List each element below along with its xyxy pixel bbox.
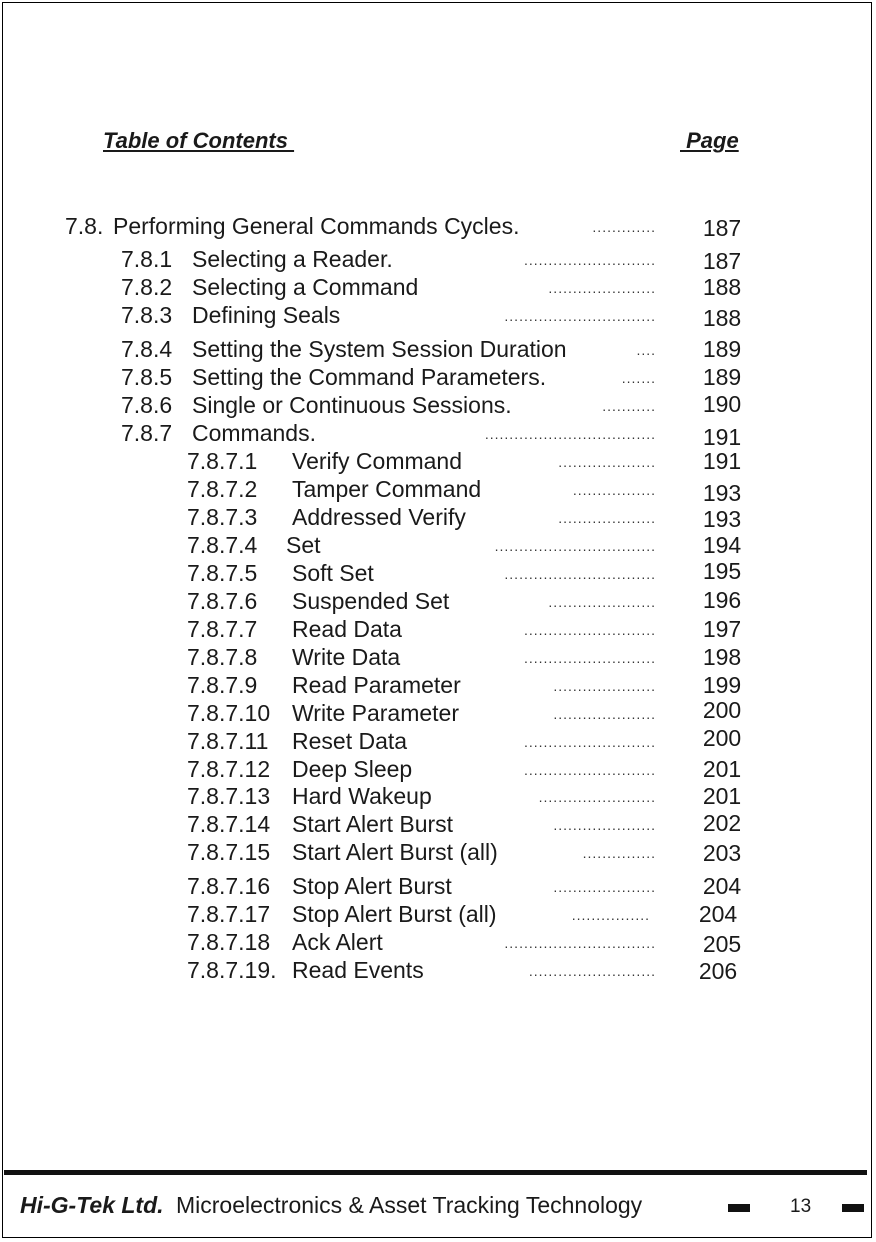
toc-entry-page-number: 189 <box>702 364 742 390</box>
toc-entry-title: Defining Seals <box>192 302 341 328</box>
toc-entry-number: 7.8.7.1 <box>187 448 258 474</box>
toc-leader-dots: ........................... <box>523 252 656 268</box>
footer-right-marker <box>842 1204 864 1212</box>
footer-tagline: Microelectronics & Asset Tracking Technology <box>176 1192 643 1218</box>
toc-entry[interactable] <box>0 671 876 699</box>
toc-leader-dots: ................. <box>572 482 656 498</box>
toc-leader-dots: ............................... <box>504 935 656 951</box>
toc-entry-number: 7.8.7.6 <box>187 588 258 614</box>
toc-entry-title: Addressed Verify <box>292 504 466 530</box>
toc-entry-title: Read Data <box>292 616 402 642</box>
toc-leader-dots: ........................... <box>523 734 656 750</box>
toc-entry[interactable] <box>0 503 876 531</box>
toc-entry-page-number: 191 <box>702 424 742 450</box>
toc-entry-title: Hard Wakeup <box>292 783 432 809</box>
toc-entry-page-number: 188 <box>702 305 742 331</box>
toc-entry-title: Write Data <box>292 644 401 670</box>
toc-leader-dots: ........................ <box>538 789 656 805</box>
toc-entry[interactable] <box>0 335 876 363</box>
toc-entry-page-number: 194 <box>702 532 742 558</box>
toc-leader-dots: .... <box>636 342 656 358</box>
toc-entry-title: Selecting a Reader. <box>192 246 393 272</box>
toc-entry-page-number: 191 <box>702 448 742 474</box>
toc-entry[interactable] <box>0 363 876 391</box>
toc-entry[interactable] <box>0 212 876 240</box>
toc-entry-number: 7.8.7.14 <box>187 811 271 837</box>
toc-entry-page-number: 187 <box>702 215 742 241</box>
toc-entry-title: Start Alert Burst <box>292 811 454 837</box>
toc-entry-title: Setting the System Session Duration <box>192 336 567 362</box>
toc-entry-page-number: 187 <box>702 248 742 274</box>
toc-entry-page-number: 193 <box>702 506 742 532</box>
toc-entry-title: Read Events <box>292 957 424 983</box>
toc-entry-number: 7.8.7.15 <box>187 839 271 865</box>
toc-entry-page-number: 201 <box>702 756 742 782</box>
toc-entry-page-number: 203 <box>702 840 742 866</box>
toc-leader-dots: ...................... <box>548 280 656 296</box>
toc-entry[interactable] <box>0 810 876 838</box>
toc-leader-dots: .......................... <box>528 963 656 979</box>
toc-entry-page-number: 198 <box>702 644 742 670</box>
toc-entry-page-number: 206 <box>698 958 738 984</box>
toc-entry[interactable] <box>0 699 876 727</box>
toc-leader-dots: ........................... <box>523 762 656 778</box>
toc-leader-dots: ........................... <box>523 650 656 666</box>
toc-page-column-label: Page <box>680 128 739 153</box>
toc-entry-page-number: 195 <box>702 558 742 584</box>
toc-leader-dots: ........................... <box>523 622 656 638</box>
toc-entry-number: 7.8. <box>65 213 104 239</box>
toc-entry[interactable] <box>0 615 876 643</box>
toc-entry-title: Single or Continuous Sessions. <box>192 392 512 418</box>
toc-entry-page-number: 205 <box>702 931 742 957</box>
toc-entry-number: 7.8.7 <box>121 420 173 446</box>
toc-entry-number: 7.8.7.9 <box>187 672 258 698</box>
toc-entry[interactable] <box>0 643 876 671</box>
toc-entry-page-number: 193 <box>702 480 742 506</box>
toc-entry-number: 7.8.7.13 <box>187 783 271 809</box>
toc-entry-number: 7.8.4 <box>121 336 173 362</box>
toc-entry-title: Reset Data <box>292 728 408 754</box>
toc-entry-title: Ack Alert <box>292 929 383 955</box>
toc-entry-page-number: 199 <box>702 672 742 698</box>
toc-entry-number: 7.8.7.18 <box>187 929 271 955</box>
toc-entry-number: 7.8.7.7 <box>187 616 258 642</box>
toc-leader-dots: ........... <box>602 398 656 414</box>
footer-company-name: Hi-G-Tek Ltd. <box>20 1192 164 1218</box>
toc-entry-page-number: 190 <box>702 391 742 417</box>
toc-entry-number: 7.8.2 <box>121 274 173 300</box>
toc-entry-title: Write Parameter <box>292 700 460 726</box>
toc-entry[interactable] <box>0 782 876 810</box>
toc-entry-number: 7.8.3 <box>121 302 173 328</box>
toc-leader-dots: ............................... <box>504 566 656 582</box>
toc-entry-number: 7.8.7.10 <box>187 700 271 726</box>
toc-entry[interactable] <box>0 755 876 783</box>
toc-entry-page-number: 204 <box>702 873 742 899</box>
toc-title: Table of Contents <box>103 128 295 153</box>
toc-entry-number: 7.8.7.5 <box>187 560 258 586</box>
toc-entry[interactable] <box>0 391 876 419</box>
toc-entry-number: 7.8.6 <box>121 392 173 418</box>
toc-entry[interactable] <box>0 531 876 559</box>
toc-entry-number: 7.8.7.8 <box>187 644 258 670</box>
toc-entry-page-number: 189 <box>702 336 742 362</box>
toc-leader-dots: ............... <box>582 845 656 861</box>
toc-entry[interactable] <box>0 419 876 450</box>
footer-rule <box>4 1170 867 1175</box>
toc-leader-dots: ................ <box>571 907 650 923</box>
toc-entry-title: Stop Alert Burst <box>292 873 452 899</box>
toc-entry-number: 7.8.7.17 <box>187 901 271 927</box>
toc-entry-title: Set <box>286 532 321 558</box>
footer-left-marker <box>728 1204 750 1212</box>
toc-entry-title: Stop Alert Burst (all) <box>292 901 497 927</box>
toc-leader-dots: ..................... <box>553 817 656 833</box>
toc-entry-title: Deep Sleep <box>292 756 413 782</box>
toc-entry-number: 7.8.7.19. <box>187 957 277 983</box>
toc-entry-number: 7.8.7.2 <box>187 476 258 502</box>
toc-entry-page-number: 196 <box>702 587 742 613</box>
toc-entry-number: 7.8.7.4 <box>187 532 258 558</box>
toc-entry-title: Performing General Commands Cycles. <box>113 213 520 239</box>
toc-entry-page-number: 204 <box>698 901 738 927</box>
toc-entry-title: Verify Command <box>292 448 463 474</box>
toc-leader-dots: ...................... <box>548 594 656 610</box>
toc-entry-title: Selecting a Command <box>192 274 419 300</box>
toc-entry-number: 7.8.7.16 <box>187 873 271 899</box>
footer-page-number: 13 <box>790 1196 812 1217</box>
toc-leader-dots: ..................... <box>553 879 656 895</box>
toc-entry[interactable] <box>0 559 876 587</box>
toc-entry-number: 7.8.7.12 <box>187 756 271 782</box>
toc-leader-dots: .................... <box>558 510 656 526</box>
toc-entry-number: 7.8.7.11 <box>187 728 269 754</box>
toc-entry-title: Commands. <box>192 420 316 446</box>
toc-entry[interactable] <box>0 447 876 475</box>
toc-leader-dots: ..................... <box>553 706 656 722</box>
toc-entry-page-number: 202 <box>702 810 742 836</box>
toc-entry-title: Setting the Command Parameters. <box>192 364 547 390</box>
toc-entry-page-number: 201 <box>702 783 742 809</box>
toc-entry[interactable] <box>0 245 876 273</box>
toc-entry[interactable] <box>0 273 876 301</box>
toc-entry-title: Start Alert Burst (all) <box>292 839 498 865</box>
toc-leader-dots: ................................. <box>494 538 656 554</box>
toc-entry-page-number: 188 <box>702 274 742 300</box>
toc-leader-dots: ................................... <box>484 426 656 442</box>
toc-entry-title: Read Parameter <box>292 672 461 698</box>
toc-leader-dots: ............................... <box>504 308 656 324</box>
toc-entry-title: Suspended Set <box>292 588 450 614</box>
toc-entry[interactable] <box>0 872 876 900</box>
toc-entry-title: Tamper Command <box>292 476 482 502</box>
toc-entry[interactable] <box>0 727 876 755</box>
toc-entry-number: 7.8.5 <box>121 364 173 390</box>
toc-entry[interactable] <box>0 838 876 866</box>
toc-entry[interactable] <box>0 956 876 984</box>
toc-leader-dots: ....... <box>621 370 656 386</box>
toc-leader-dots: ............. <box>592 219 656 235</box>
toc-entry-page-number: 197 <box>702 616 742 642</box>
toc-entry[interactable] <box>0 900 876 928</box>
toc-entry-title: Soft Set <box>292 560 374 586</box>
toc-entry[interactable] <box>0 301 876 329</box>
toc-leader-dots: .................... <box>558 454 656 470</box>
toc-entry-number: 7.8.7.3 <box>187 504 258 530</box>
toc-entry-page-number: 200 <box>702 725 742 751</box>
toc-entry[interactable] <box>0 587 876 615</box>
toc-entry[interactable] <box>0 475 876 506</box>
toc-leader-dots: ..................... <box>553 678 656 694</box>
toc-entry[interactable] <box>0 928 876 956</box>
toc-entry-number: 7.8.1 <box>121 246 173 272</box>
toc-entry-page-number: 200 <box>702 697 742 723</box>
